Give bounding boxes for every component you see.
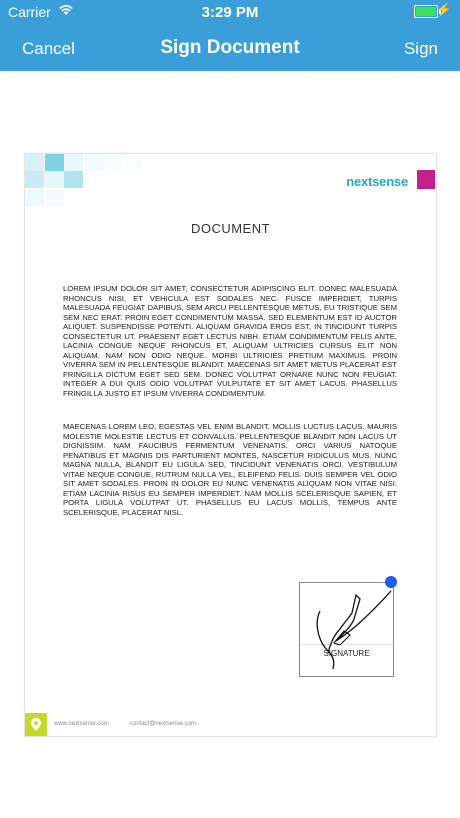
- document-paragraph-2: MAECENAS LOREM LEO, EGESTAS VEL ENIM BLANDIT, MOLLIS LUCTUS LACUS. MAURIS MOLESTIE MOLESTIE LECTUS ET CONVALLIS. PELLENTESQUE BLANDIT NON LACUS UT DIGNISSIM. NAM FAUCIBUS FERMENTUM VENENATIS. ORCI VARIUS NATOQUE PENATIBUS ET MAGNIS DIS PARTURIENT MONTES, NASCETUR RIDICULUS MUS. NUNC MAGNA NULLA, BLANDIT EU LIGULA SED, TINCIDUNT VENENATIS ORCI. VESTIBULUM VITAE NEQUE CONGUE, RUTRUM NULLA VEL, ELEIFEND FELIS. DUIS SEMPER VEL ODIO SIT AMET SODALES. PROIN IN DOLOR EU NUNC VENENATIS ALIQUAM NON VITAE NISI. ETIAM LACINIA RISUS EU SEMPER IMPERDIET. NAM MOLLIS SCELERISQUE SAPIEN, ET PORTA LIGULA VOLUTPAT UT. PHASELLUS EU LACUS MOLLIS, TEMPUS ANTE SCELERISQUE, PLACERAT NISL.: [63, 422, 397, 517]
- status-bar: [0, 0, 460, 22]
- brand-logo: nextsense: [346, 174, 408, 189]
- sign-button[interactable]: Sign: [403, 39, 438, 58]
- footer-location-block: [25, 713, 47, 736]
- signature-label: SIGNATURE: [323, 649, 370, 658]
- brand-square: [417, 170, 435, 189]
- decorative-tiles: [25, 154, 185, 214]
- document-page: [24, 153, 437, 737]
- signature-field[interactable]: [299, 582, 394, 677]
- carrier-label: Carrier: [8, 4, 51, 20]
- location-pin-icon: [31, 718, 41, 731]
- charging-bolt-icon: ⚡: [435, 2, 452, 17]
- battery-icon: [414, 5, 438, 18]
- navigation-bar: [0, 22, 460, 71]
- document-title: DOCUMENT: [190, 221, 271, 236]
- footer-website: www.nextsense.com: [54, 721, 109, 727]
- status-time: 3:29 PM: [201, 4, 259, 21]
- signature-stroke: [300, 583, 393, 676]
- document-paragraph-1: LOREM IPSUM DOLOR SIT AMET, CONSECTETUR ADIPISCING ELIT. DONEC MALESUADA RHONCUS NISI, ET VEHICULA EST SODALES NEC. FUSCE IMPERDIET, TURPIS MALESUADA FEUGIAT DAPIBUS, SEM ARCU PELLENTESQUE METUS, EU TRISTIQUE SEM SEM NEC ERAT. PROIN EGET CONDIMENTUM MASSA. SED ELEMENTUM EST ID AUCTOR ALIQUET. SUSPENDISSE POTENTI. ALIQUAM GRAVIDA EROS EST, IN TINCIDUNT TURPIS CONSECTETUR UT. PRAESENT EGET LECTUS NIBH. ETIAM CONDIMENTUM FELIS ANTE, LACINIA CONGUE NEQUE RHONCUS ET. ALIQUAM ULTRICIES CURSUS ELIT NON ALIQUAM. NAM NON ODIO NEQUE. MORBI ULTRICIES PRETIUM MAXIMUS. PROIN VIVERRA SEM IN PELLENTESQUE BLANDIT. MAECENAS SIT AMET METUS PLACERAT EST FRINGILLA DICTUM EGET SED SEM. DONEC VOLUTPAT ORNARE NUNC NON FEUGIAT. INTEGER A DUI QUIS ODIO VOLUTPAT VULPUTATE ET SIT AMET LACUS. PHASELLUS FRINGILLA JUSTO ET IPSUM VIVERRA CONDIMENTUM.: [63, 284, 397, 398]
- cancel-button[interactable]: Cancel: [22, 39, 75, 58]
- resize-handle[interactable]: [385, 576, 397, 588]
- footer-email: contact@nextsense.com: [130, 721, 196, 727]
- page-title: Sign Document: [160, 37, 300, 58]
